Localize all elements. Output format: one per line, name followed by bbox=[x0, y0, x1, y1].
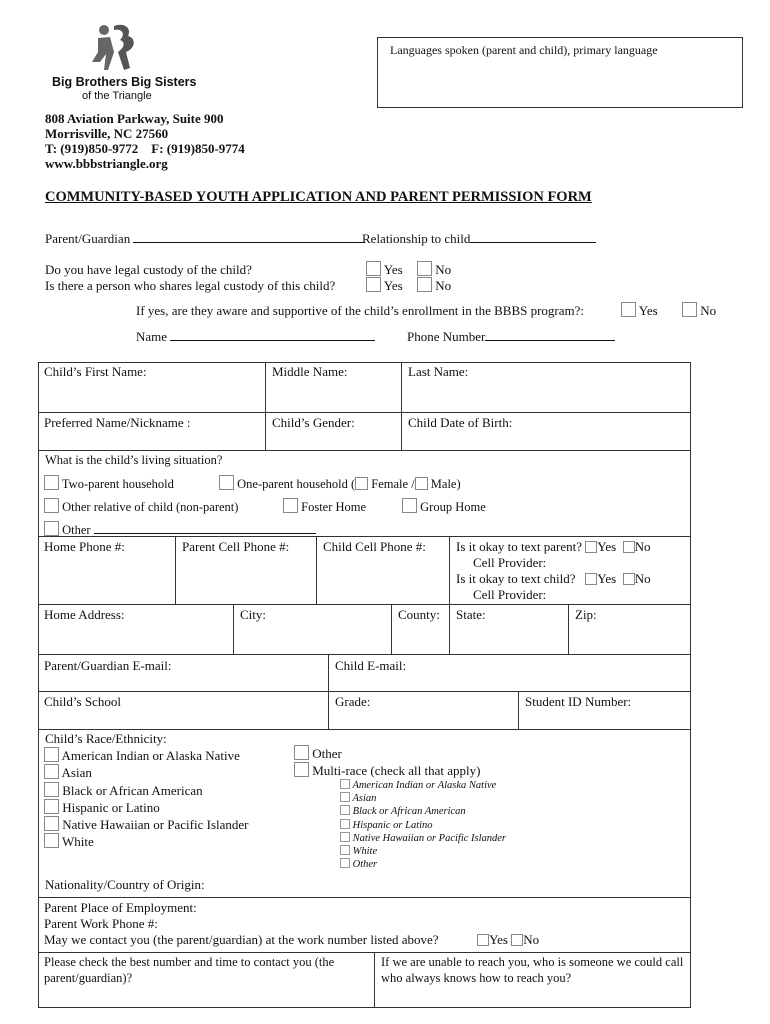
race-option-label: Asian bbox=[61, 765, 92, 781]
no-label: No bbox=[435, 278, 452, 293]
no-label: No bbox=[523, 932, 540, 947]
text-child-no-checkbox[interactable] bbox=[623, 573, 635, 585]
no-label: No bbox=[634, 571, 651, 586]
parent-provider[interactable]: Cell Provider: bbox=[473, 555, 547, 570]
parent-cell-label: Parent Cell Phone #: bbox=[182, 539, 290, 554]
custody-yes[interactable] bbox=[366, 261, 403, 278]
text-parent-row bbox=[456, 539, 685, 555]
custodian-name-field[interactable] bbox=[170, 328, 375, 341]
multi-race-option-label: Hispanic or Latino bbox=[352, 819, 433, 831]
checkbox[interactable] bbox=[294, 762, 309, 777]
gender-cell[interactable] bbox=[265, 412, 401, 450]
race-option[interactable] bbox=[44, 799, 249, 816]
one-parent-label: One-parent household ( bbox=[237, 477, 356, 491]
work-contact-no-checkbox[interactable] bbox=[511, 934, 523, 946]
yes-label: Yes bbox=[597, 539, 617, 554]
checkbox[interactable] bbox=[340, 792, 350, 802]
child-cell-label: Child Cell Phone #: bbox=[323, 539, 426, 554]
shared-no[interactable] bbox=[417, 277, 451, 294]
gender-label: Child’s Gender: bbox=[272, 415, 355, 430]
aware-yes[interactable] bbox=[621, 302, 658, 319]
race-left-list bbox=[44, 747, 249, 851]
website: www.bbbstriangle.org bbox=[45, 156, 168, 171]
race-cell bbox=[38, 729, 691, 897]
parent-email-label: Parent/Guardian E-mail: bbox=[44, 658, 172, 673]
grade-label: Grade: bbox=[335, 694, 371, 709]
other-label: Other bbox=[62, 523, 91, 537]
school-label: Child’s School bbox=[44, 694, 121, 709]
race-other-label: Other bbox=[312, 746, 342, 761]
checkbox[interactable] bbox=[44, 816, 59, 831]
org-address bbox=[45, 111, 245, 171]
county-cell[interactable] bbox=[391, 604, 449, 654]
one-parent-option[interactable] bbox=[219, 475, 461, 492]
relationship-field[interactable] bbox=[470, 230, 596, 243]
child-email-cell[interactable] bbox=[328, 654, 691, 691]
multi-race-option[interactable] bbox=[340, 779, 506, 792]
child-email-label: Child E-mail: bbox=[335, 658, 407, 673]
race-option[interactable] bbox=[44, 747, 249, 764]
race-option[interactable] bbox=[44, 833, 249, 850]
multi-race-option[interactable] bbox=[340, 819, 506, 832]
foster-home-option[interactable] bbox=[283, 498, 366, 515]
relationship-label: Relationship to child bbox=[362, 231, 471, 246]
multi-race-option-label: Native Hawaiian or Pacific Islander bbox=[352, 832, 507, 844]
yes-label: Yes bbox=[597, 571, 617, 586]
group-home-option[interactable] bbox=[402, 498, 486, 515]
last-name-cell[interactable] bbox=[401, 362, 691, 412]
no-label: No bbox=[634, 539, 651, 554]
employment-cell bbox=[38, 897, 691, 952]
multi-race-option[interactable] bbox=[340, 858, 506, 871]
checkbox[interactable] bbox=[44, 475, 59, 490]
home-address-cell[interactable] bbox=[38, 604, 233, 654]
multi-race-option[interactable] bbox=[340, 805, 506, 818]
text-child-row bbox=[456, 571, 685, 587]
home-phone-label: Home Phone #: bbox=[44, 539, 125, 554]
state-cell[interactable] bbox=[449, 604, 568, 654]
work-contact-row bbox=[44, 932, 685, 948]
languages-label: Languages spoken (parent and child), primary language bbox=[390, 43, 658, 57]
text-parent-label: Is it okay to text parent? bbox=[456, 539, 582, 554]
aware-question: If yes, are they aware and supportive of the child’s enrollment in the BBBS program?: bbox=[136, 303, 585, 318]
checkbox[interactable] bbox=[44, 799, 59, 814]
living-situation-cell bbox=[38, 450, 691, 536]
race-option-label: American Indian or Alaska Native bbox=[61, 748, 240, 763]
shared-yes[interactable] bbox=[366, 277, 403, 294]
custody-question: Do you have legal custody of the child? bbox=[45, 262, 252, 277]
first-name-cell[interactable] bbox=[38, 362, 265, 412]
living-question: What is the child’s living situation? bbox=[45, 453, 223, 467]
logo-title: Big Brothers Big Sisters bbox=[52, 75, 197, 89]
zip-cell[interactable] bbox=[568, 604, 691, 654]
yes-label: Yes bbox=[383, 278, 403, 293]
race-option-label: Hispanic or Latino bbox=[62, 799, 160, 815]
checkbox[interactable] bbox=[340, 819, 350, 829]
male-checkbox[interactable] bbox=[415, 477, 428, 490]
checkbox[interactable] bbox=[44, 521, 59, 536]
checkbox[interactable] bbox=[44, 747, 59, 762]
female-label: Female / bbox=[371, 477, 415, 491]
two-parent-label: Two-parent household bbox=[61, 477, 174, 491]
phone-label: Phone Number bbox=[407, 329, 486, 344]
name-label: Name bbox=[136, 329, 168, 344]
phone-fax: T: (919)850-9772 F: (919)850-9774 bbox=[45, 141, 245, 156]
group-label: Group Home bbox=[420, 500, 486, 514]
checkbox[interactable] bbox=[366, 277, 381, 292]
student-id-label: Student ID Number: bbox=[525, 694, 632, 709]
middle-name-label: Middle Name: bbox=[272, 364, 348, 379]
shared-custody-question: Is there a person who shares legal custody of this child? bbox=[45, 278, 336, 293]
city-cell[interactable] bbox=[233, 604, 391, 654]
checkbox[interactable] bbox=[340, 832, 350, 842]
preferred-name-cell[interactable] bbox=[38, 412, 265, 450]
dob-label: Child Date of Birth: bbox=[408, 415, 513, 430]
multi-race-option[interactable] bbox=[340, 832, 506, 845]
checkbox[interactable] bbox=[366, 261, 381, 276]
other-relative-option[interactable] bbox=[44, 498, 238, 515]
languages-box[interactable] bbox=[377, 37, 743, 108]
child-cell-cell[interactable] bbox=[316, 536, 449, 604]
multi-race-sublist bbox=[340, 779, 506, 871]
checkbox[interactable] bbox=[44, 764, 59, 779]
logo-figures-icon bbox=[84, 22, 142, 74]
race-option-label: Black or African American bbox=[62, 782, 203, 798]
first-name-label: Child’s First Name: bbox=[44, 364, 147, 379]
race-right-list bbox=[294, 745, 480, 780]
address-line-2: Morrisville, NC 27560 bbox=[45, 126, 169, 141]
yes-label: Yes bbox=[638, 303, 658, 318]
preferred-name-label: Preferred Name/Nickname : bbox=[44, 415, 191, 430]
state-label: State: bbox=[456, 607, 486, 622]
female-checkbox[interactable] bbox=[355, 477, 368, 490]
home-address-label: Home Address: bbox=[44, 607, 125, 622]
checkbox[interactable] bbox=[340, 805, 350, 815]
checkbox[interactable] bbox=[621, 302, 636, 317]
other-living-field[interactable] bbox=[94, 523, 316, 534]
parent-guardian-label: Parent/Guardian bbox=[45, 231, 131, 246]
parent-email-cell[interactable] bbox=[38, 654, 328, 691]
alternate-contact-label: If we are unable to reach you, who is someone we could call who always knows how to reach you? bbox=[381, 955, 684, 985]
checkbox[interactable] bbox=[340, 858, 350, 868]
home-phone-cell[interactable] bbox=[38, 536, 175, 604]
checkbox[interactable] bbox=[219, 475, 234, 490]
last-name-label: Last Name: bbox=[408, 364, 469, 379]
middle-name-cell[interactable] bbox=[265, 362, 401, 412]
checkbox[interactable] bbox=[44, 498, 59, 513]
relationship-row bbox=[362, 230, 596, 247]
county-label: County: bbox=[398, 607, 440, 622]
text-child-yes-checkbox[interactable] bbox=[585, 573, 597, 585]
race-label: Child’s Race/Ethnicity: bbox=[45, 731, 167, 746]
work-contact-yes-checkbox[interactable] bbox=[477, 934, 489, 946]
checkbox[interactable] bbox=[340, 779, 350, 789]
parent-guardian-row bbox=[45, 230, 365, 247]
text-parent-no-checkbox[interactable] bbox=[623, 541, 635, 553]
race-option[interactable] bbox=[44, 782, 249, 799]
checkbox[interactable] bbox=[417, 277, 432, 292]
nationality-label[interactable]: Nationality/Country of Origin: bbox=[45, 877, 205, 892]
checkbox[interactable] bbox=[294, 745, 309, 760]
best-time-cell[interactable] bbox=[38, 952, 374, 1008]
text-child-label: Is it okay to text child? bbox=[456, 571, 576, 586]
no-label: No bbox=[435, 262, 452, 277]
multi-race-option-label: American Indian or Alaska Native bbox=[352, 780, 497, 791]
multi-race-option[interactable] bbox=[340, 845, 506, 858]
page-title: COMMUNITY-BASED YOUTH APPLICATION AND PARENT PERMISSION FORM bbox=[45, 189, 592, 205]
foster-label: Foster Home bbox=[301, 500, 367, 514]
parent-cell-cell[interactable] bbox=[175, 536, 316, 604]
custodian-phone-field[interactable] bbox=[485, 328, 615, 341]
multi-race-option-label: Black or African American bbox=[352, 806, 466, 818]
city-label: City: bbox=[240, 607, 267, 622]
logo bbox=[84, 22, 142, 78]
race-other-option[interactable] bbox=[294, 745, 480, 762]
two-parent-option[interactable] bbox=[44, 475, 174, 492]
race-multi-option[interactable] bbox=[294, 762, 480, 779]
custodian-phone-row bbox=[407, 328, 615, 345]
best-time-label: Please check the best number and time to contact you (the parent/guardian)? bbox=[44, 955, 335, 985]
alternate-contact-cell[interactable] bbox=[374, 952, 691, 1008]
checkbox[interactable] bbox=[682, 302, 697, 317]
custodian-name-row bbox=[136, 328, 375, 345]
address-line-1: 808 Aviation Parkway, Suite 900 bbox=[45, 111, 224, 126]
dob-cell[interactable] bbox=[401, 412, 691, 450]
yes-label: Yes bbox=[383, 262, 403, 277]
race-multi-label: Multi-race (check all that apply) bbox=[312, 763, 481, 779]
yes-label: Yes bbox=[489, 932, 508, 947]
multi-race-option[interactable] bbox=[340, 792, 506, 805]
male-label: Male) bbox=[430, 477, 461, 491]
multi-race-option-label: White bbox=[352, 846, 378, 858]
checkbox[interactable] bbox=[417, 261, 432, 276]
employment-place[interactable]: Parent Place of Employment: bbox=[44, 900, 197, 915]
grade-cell[interactable] bbox=[328, 691, 518, 729]
checkbox[interactable] bbox=[340, 845, 350, 855]
child-provider[interactable]: Cell Provider: bbox=[473, 587, 547, 602]
checkbox[interactable] bbox=[402, 498, 417, 513]
multi-race-option-label: Asian bbox=[352, 793, 377, 805]
checkbox[interactable] bbox=[44, 833, 59, 848]
checkbox[interactable] bbox=[283, 498, 298, 513]
race-option-label: White bbox=[62, 834, 94, 850]
no-label: No bbox=[700, 303, 717, 318]
student-id-cell[interactable] bbox=[518, 691, 691, 729]
texting-cell bbox=[449, 536, 691, 604]
work-contact-question: May we contact you (the parent/guardian) at the work number listed above? bbox=[44, 932, 439, 947]
race-option[interactable] bbox=[44, 764, 249, 781]
text-parent-yes-checkbox[interactable] bbox=[585, 541, 597, 553]
race-option-label: Native Hawaiian or Pacific Islander bbox=[62, 817, 249, 833]
race-option[interactable] bbox=[44, 816, 249, 833]
aware-no[interactable] bbox=[682, 302, 716, 319]
custody-no[interactable] bbox=[417, 261, 451, 278]
school-cell[interactable] bbox=[38, 691, 328, 729]
parent-guardian-field[interactable] bbox=[133, 230, 365, 243]
zip-label: Zip: bbox=[575, 607, 597, 622]
other-relative-label: Other relative of child (non-parent) bbox=[62, 500, 239, 514]
logo-subtitle: of the Triangle bbox=[82, 90, 152, 102]
checkbox[interactable] bbox=[44, 782, 59, 797]
multi-race-option-label: Other bbox=[352, 859, 378, 871]
work-phone[interactable]: Parent Work Phone #: bbox=[44, 916, 158, 931]
